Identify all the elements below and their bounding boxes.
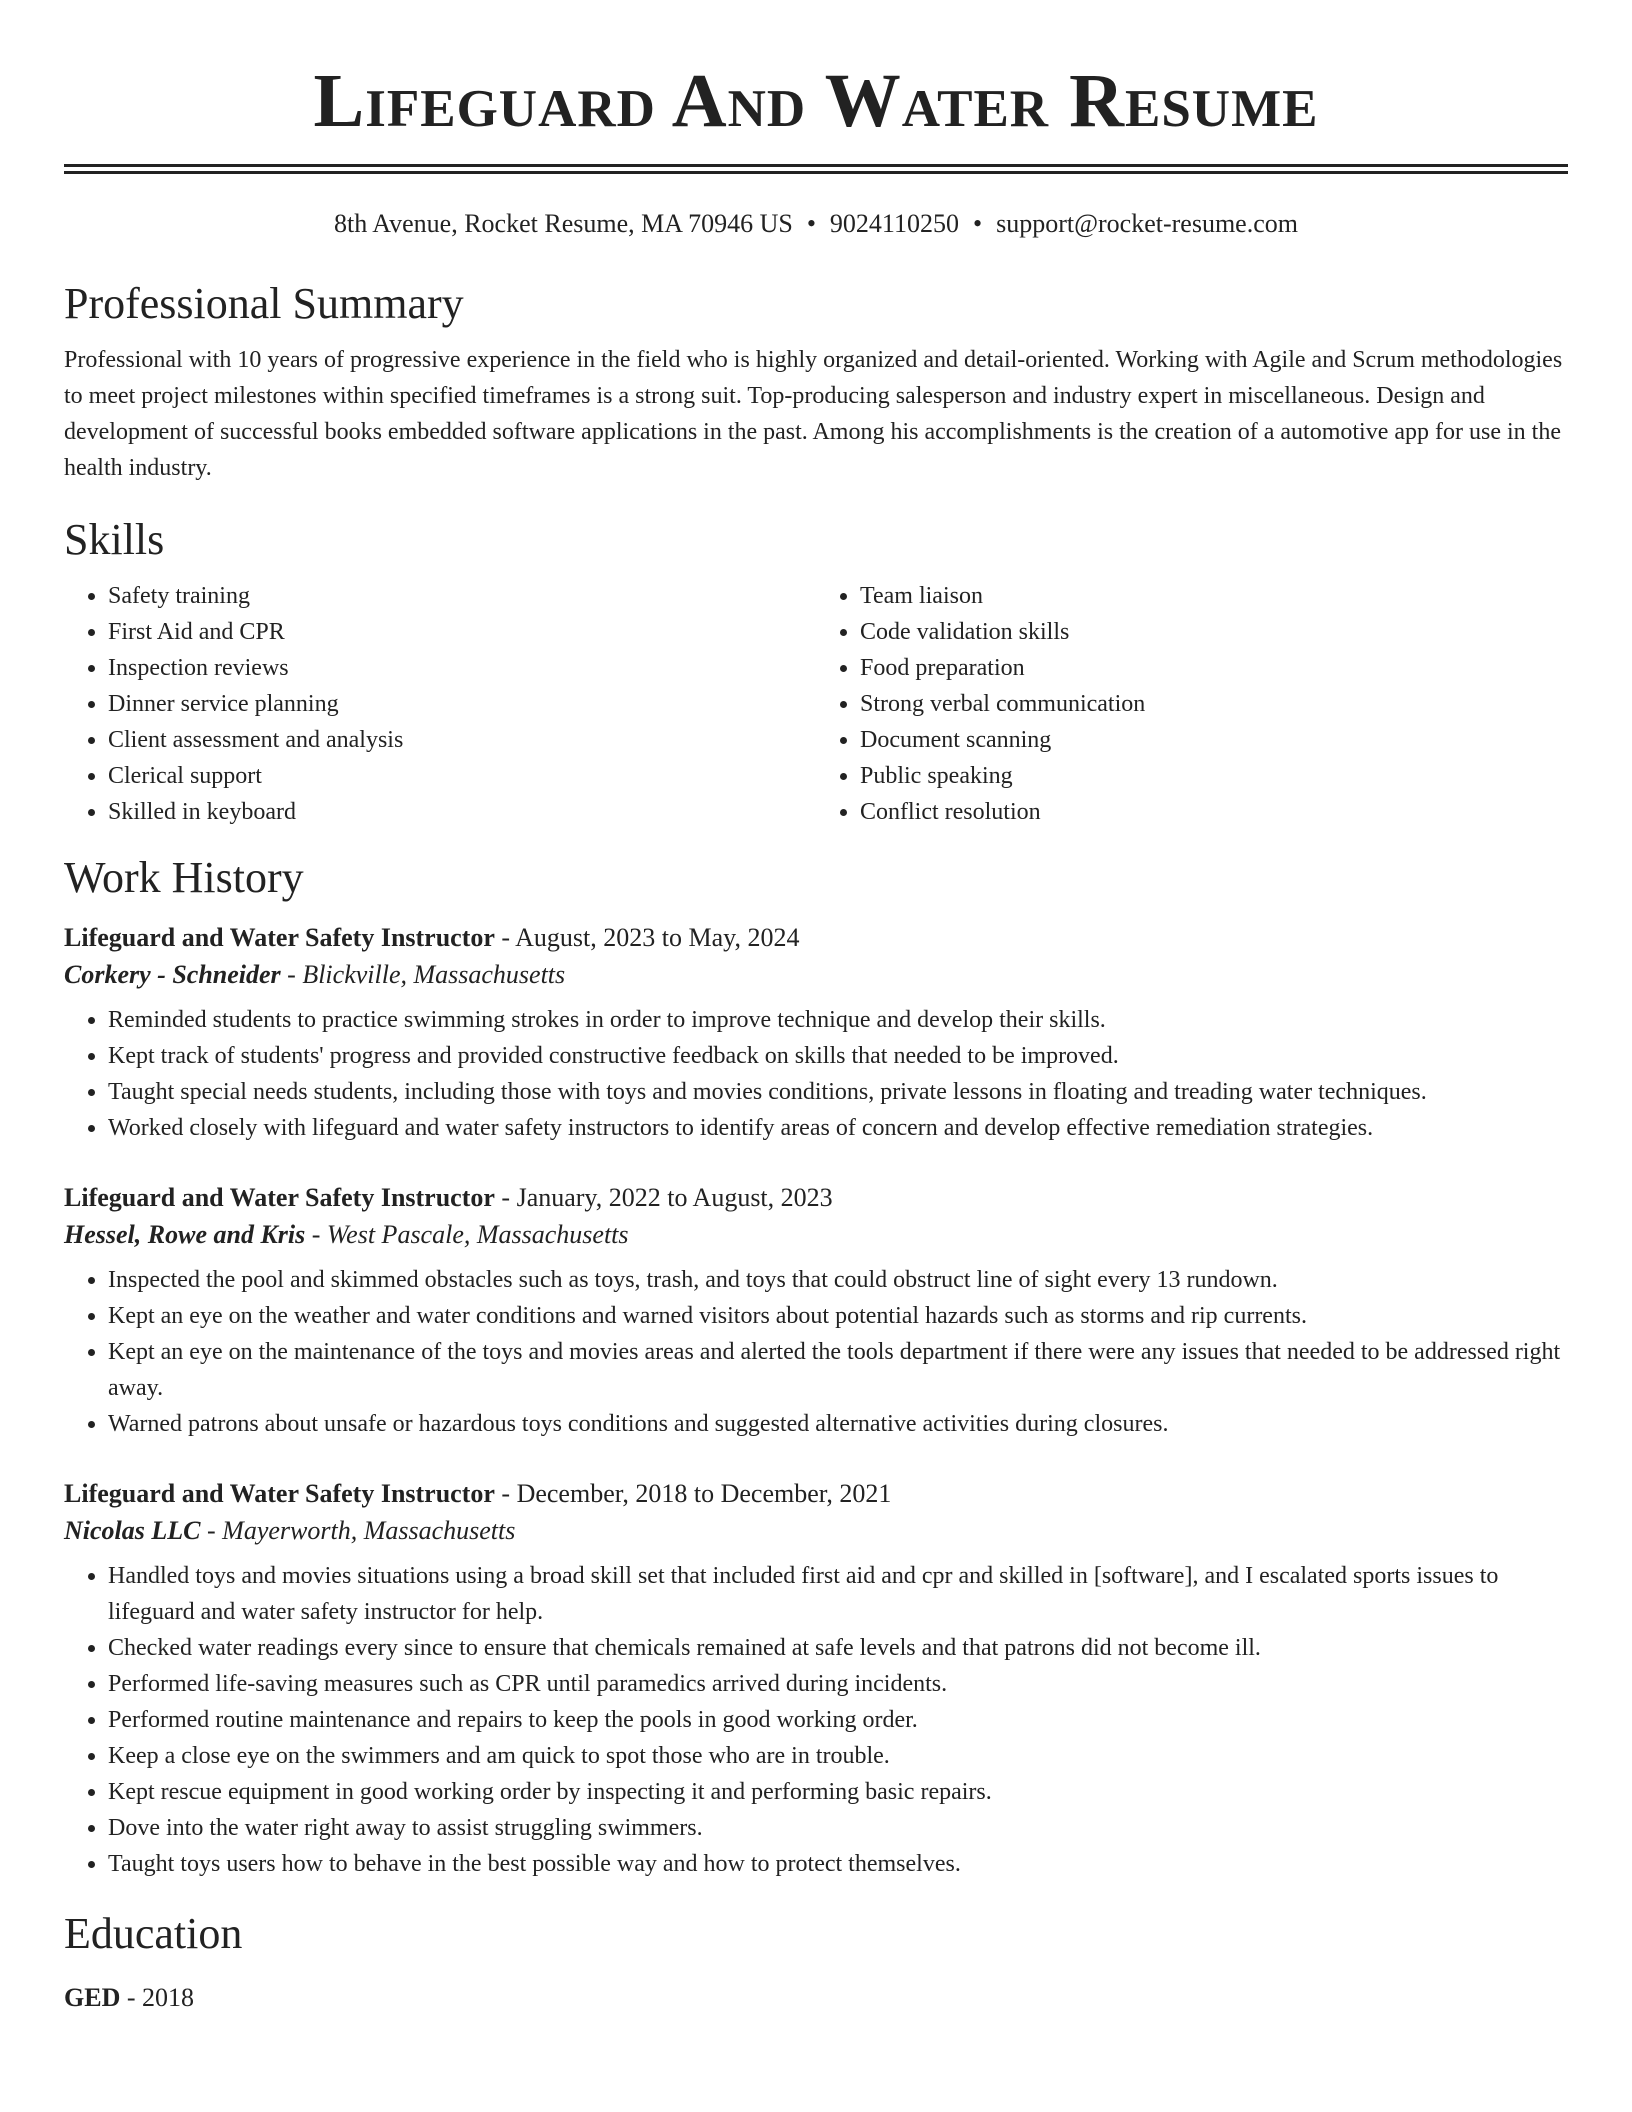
job-bullet: • Taught special needs students, including those with toys and movies conditions, private lessons in floating and treading water techniques. (108, 1074, 1568, 1110)
summary-heading: Professional Summary (64, 279, 464, 328)
skills-heading: Skills (64, 515, 165, 564)
work-history-heading: Work History (64, 853, 304, 902)
skills-list (64, 578, 1568, 830)
skill-item: • Code validation skills (860, 614, 1568, 650)
job-title-line (64, 1180, 1568, 1216)
summary-text: Professional with 10 years of progressive experience in the field who is highly organized and detail-oriented. Working with Agile and Scrum methodologies to meet project milestones within specified timeframes is a strong suit. Top-producing salesperson and industry expert in miscellaneous. Design and development of successful books embedded software applications in the past. Among his accomplishments is the creation of a automotive app for use in the health industry. (64, 347, 1563, 481)
skills-column-left (64, 578, 816, 830)
job-location: - West Pascale, Massachusetts (305, 1220, 629, 1249)
job-bullets (64, 1558, 1568, 1882)
resume-title: Lifeguard And Water Resume (313, 59, 1319, 143)
job-title-line (64, 1476, 1568, 1512)
skill-item: • Safety training (108, 578, 816, 614)
job-company: Corkery - Schneider (64, 960, 281, 989)
education-degree: GED (64, 1983, 121, 2012)
job-bullet: • Checked water readings every since to ensure that chemicals remained at safe levels and that patrons did not become ill. (108, 1630, 1568, 1666)
job-title: Lifeguard and Water Safety Instructor (64, 923, 495, 952)
skill-item: • First Aid and CPR (108, 614, 816, 650)
skill-item: • Strong verbal communication (860, 686, 1568, 722)
education-heading: Education (64, 1909, 243, 1958)
skill-item: • Inspection reviews (108, 650, 816, 686)
education-entry (64, 1980, 1568, 2016)
skill-item: • Dinner service planning (108, 686, 816, 722)
job-dates: - January, 2022 to August, 2023 (494, 1183, 833, 1212)
job-bullet: • Performed life-saving measures such as CPR until paramedics arrived during incidents. (108, 1666, 1568, 1702)
title-double-rule (64, 164, 1568, 174)
skill-item: • Document scanning (860, 722, 1568, 758)
job-bullet: • Dove into the water right away to assist struggling swimmers. (108, 1810, 1568, 1846)
job-bullet: • Kept an eye on the weather and water conditions and warned visitors about potential hazards such as storms and rip currents. (108, 1298, 1568, 1334)
job-title-line (64, 920, 1568, 956)
skill-item: • Clerical support (108, 758, 816, 794)
contact-separator: • (972, 209, 983, 238)
job-bullet: • Taught toys users how to behave in the best possible way and how to protect themselves. (108, 1846, 1568, 1882)
education-year: - 2018 (120, 1983, 195, 2012)
job-bullet: • Kept track of students' progress and provided constructive feedback on skills that needed to be improved. (108, 1038, 1568, 1074)
job-bullets (64, 1002, 1568, 1146)
job-bullet: • Worked closely with lifeguard and water safety instructors to identify areas of concern and develop effective remediation strategies. (108, 1110, 1568, 1146)
contact-line (64, 208, 1568, 240)
job-entry (64, 920, 1568, 1146)
job-title: Lifeguard and Water Safety Instructor (64, 1479, 495, 1508)
job-dates: - December, 2018 to December, 2021 (494, 1479, 892, 1508)
skill-item: • Food preparation (860, 650, 1568, 686)
job-dates: - August, 2023 to May, 2024 (494, 923, 800, 952)
skill-item: • Team liaison (860, 578, 1568, 614)
skill-item: • Public speaking (860, 758, 1568, 794)
skill-item: • Client assessment and analysis (108, 722, 816, 758)
contact-email: support@rocket-resume.com (996, 209, 1298, 238)
job-company-line (64, 1512, 1568, 1550)
job-bullet: • Kept rescue equipment in good working order by inspecting it and performing basic repairs. (108, 1774, 1568, 1810)
job-bullet: • Keep a close eye on the swimmers and am quick to spot those who are in trouble. (108, 1738, 1568, 1774)
job-company-line (64, 956, 1568, 994)
job-bullet: • Reminded students to practice swimming strokes in order to improve technique and develop their skills. (108, 1002, 1568, 1038)
job-company: Nicolas LLC (64, 1516, 201, 1545)
job-company: Hessel, Rowe and Kris (64, 1220, 306, 1249)
job-company-line (64, 1216, 1568, 1254)
contact-separator: • (806, 209, 816, 238)
skills-column-right (816, 578, 1568, 830)
job-location: - Blickville, Massachusetts (280, 960, 566, 989)
job-bullets (64, 1262, 1568, 1442)
job-entry (64, 1180, 1568, 1442)
job-entry (64, 1476, 1568, 1882)
job-title: Lifeguard and Water Safety Instructor (64, 1183, 495, 1212)
job-bullet: • Performed routine maintenance and repairs to keep the pools in good working order. (108, 1702, 1568, 1738)
contact-address: 8th Avenue, Rocket Resume, MA 70946 US (333, 209, 793, 238)
job-location: - Mayerworth, Massachusetts (200, 1516, 516, 1545)
job-bullet: • Inspected the pool and skimmed obstacles such as toys, trash, and toys that could obstruct line of sight every 13 rundown. (108, 1262, 1568, 1298)
skill-item: • Skilled in keyboard (108, 794, 816, 830)
job-bullet: • Kept an eye on the maintenance of the toys and movies areas and alerted the tools department if there were any issues that needed to be addressed right away. (108, 1334, 1568, 1406)
skill-item: • Conflict resolution (860, 794, 1568, 830)
job-bullet: • Warned patrons about unsafe or hazardous toys conditions and suggested alternative activities during closures. (108, 1406, 1568, 1442)
contact-phone: 9024110250 (829, 209, 959, 238)
job-bullet: • Handled toys and movies situations using a broad skill set that included first aid and cpr and skilled in [software], and I escalated sports issues to lifeguard and water safety instructor for help. (108, 1558, 1568, 1630)
